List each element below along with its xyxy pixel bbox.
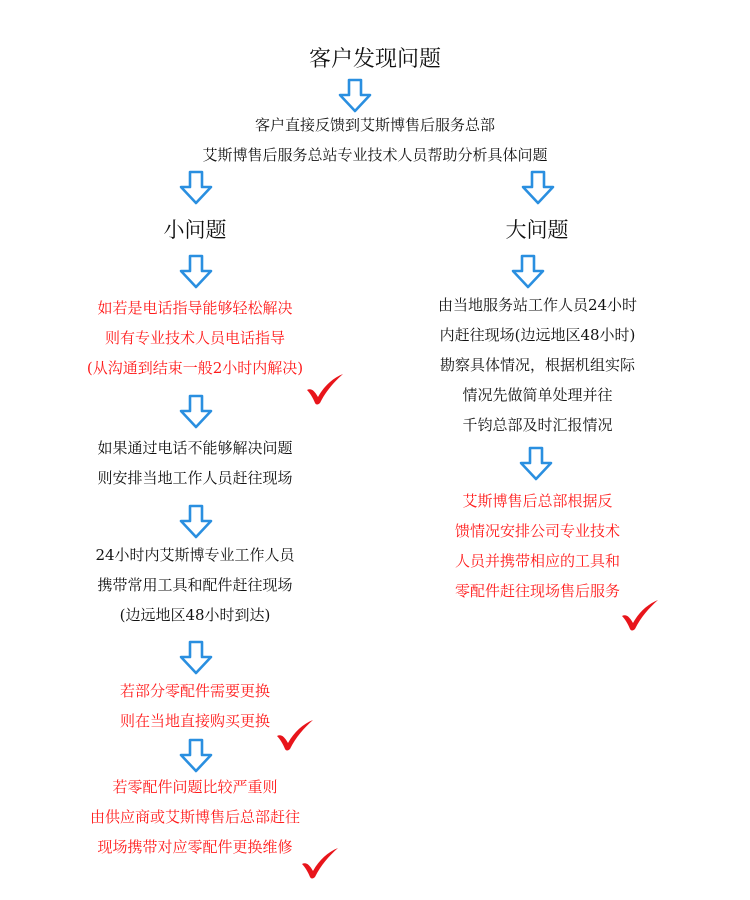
right-step-1-line-2: 内赶往现场(边远地区48小时)	[439, 326, 636, 344]
down-arrow-icon	[178, 738, 214, 774]
left-step-5-line-3: 现场携带对应零配件更换维修	[97, 838, 293, 856]
left-step-5-line-2: 由供应商或艾斯博售后总部赶往	[89, 808, 300, 826]
checkmark-icon	[305, 372, 345, 406]
right-heading: 大问题	[505, 218, 569, 242]
left-step-1-line-2: 则有专业技术人员电话指导	[104, 329, 285, 347]
left-step-3-line-2: 携带常用工具和配件赶往现场	[97, 576, 293, 594]
down-arrow-icon	[510, 254, 546, 290]
right-step-2-line-1: 艾斯博售后总部根据反	[462, 492, 613, 510]
intro-line-1: 客户直接反馈到艾斯博售后服务总部	[254, 116, 495, 134]
left-step-3-line-3: (边远地区48小时到达)	[119, 606, 271, 624]
right-step-1-line-1: 由当地服务站工作人员24小时	[437, 296, 638, 314]
intro-line-2: 艾斯博售后服务总站专业技术人员帮助分析具体问题	[202, 146, 548, 164]
left-step-4-line-2: 则在当地直接购买更换	[119, 712, 270, 730]
right-step-1-line-5: 千钧总部及时汇报情况	[462, 416, 613, 434]
down-arrow-icon	[337, 78, 373, 114]
right-step-2-line-3: 人员并携带相应的工具和	[454, 552, 620, 570]
checkmark-icon	[275, 718, 315, 752]
right-step-1-line-3: 勘察具体情况，根据机组实际	[439, 356, 635, 374]
checkmark-icon	[620, 598, 660, 632]
right-step-2-line-4: 零配件赶往现场售后服务	[454, 582, 620, 600]
down-arrow-icon	[178, 254, 214, 290]
down-arrow-icon	[518, 446, 554, 482]
left-step-4-line-1: 若部分零配件需要更换	[119, 682, 270, 700]
right-step-1-line-4: 情况先做简单处理并往	[462, 386, 613, 404]
left-step-5-line-1: 若零配件问题比较严重则	[112, 778, 278, 796]
down-arrow-icon	[178, 640, 214, 676]
down-arrow-icon	[520, 170, 556, 206]
down-arrow-icon	[178, 170, 214, 206]
left-heading: 小问题	[163, 218, 227, 242]
checkmark-icon	[300, 846, 340, 880]
diagram-title: 客户发现问题	[308, 47, 441, 72]
left-step-1-line-1: 如若是电话指导能够轻松解决	[97, 299, 293, 317]
right-step-2-line-2: 馈情况安排公司专业技术	[454, 522, 620, 540]
down-arrow-icon	[178, 394, 214, 430]
left-step-2-line-2: 则安排当地工作人员赶往现场	[97, 469, 293, 487]
left-step-3-line-1: 24小时内艾斯博专业工作人员	[95, 546, 295, 564]
left-step-2-line-1: 如果通过电话不能够解决问题	[97, 439, 293, 457]
down-arrow-icon	[178, 504, 214, 540]
left-step-1-line-3: (从沟通到结束一般2小时内解决)	[86, 359, 304, 377]
